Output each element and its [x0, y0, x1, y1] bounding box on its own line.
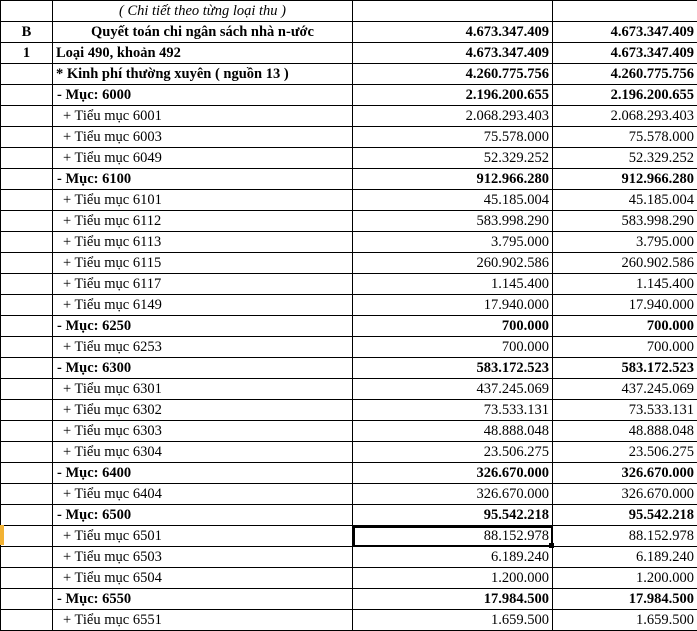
stt-cell[interactable] — [1, 400, 53, 421]
table-row — [1, 64, 697, 85]
value-cell[interactable]: 437.245.069 — [353, 379, 553, 400]
table-row — [1, 85, 697, 106]
table-row — [1, 442, 697, 463]
item-name-cell[interactable]: Loại 490, khoản 492 — [53, 43, 353, 64]
value-cell[interactable]: 583.998.290 — [353, 211, 553, 232]
stt-cell[interactable] — [1, 295, 53, 316]
stt-cell[interactable] — [1, 211, 53, 232]
item-name-cell[interactable]: + Tiểu mục 6404 — [53, 484, 353, 505]
item-name-cell[interactable]: - Mục: 6100 — [53, 169, 353, 190]
value-cell[interactable]: 4.260.775.756 — [353, 64, 553, 85]
item-name-cell[interactable]: + Tiểu mục 6117 — [53, 274, 353, 295]
stt-cell[interactable] — [1, 316, 53, 337]
title-row — [1, 22, 697, 43]
value-cell[interactable]: 260.902.586 — [553, 253, 697, 274]
table-row — [1, 484, 697, 505]
item-name-cell[interactable]: + Tiểu mục 6049 — [53, 148, 353, 169]
stt-cell[interactable] — [1, 379, 53, 400]
table-row — [1, 253, 697, 274]
value-cell[interactable]: 1.659.500 — [553, 610, 697, 631]
value-cell[interactable]: 2.196.200.655 — [553, 85, 697, 106]
stt-cell[interactable] — [1, 337, 53, 358]
stt-cell[interactable] — [1, 190, 53, 211]
table-row — [1, 463, 697, 484]
item-name-cell[interactable]: - Mục: 6300 — [53, 358, 353, 379]
item-name-cell[interactable]: + Tiểu mục 6112 — [53, 211, 353, 232]
value-cell[interactable]: 583.998.290 — [553, 211, 697, 232]
value-cell[interactable]: 326.670.000 — [553, 484, 697, 505]
item-name-cell[interactable]: + Tiểu mục 6504 — [53, 568, 353, 589]
value-cell[interactable]: 95.542.218 — [553, 505, 697, 526]
value-cell[interactable]: 326.670.000 — [553, 463, 697, 484]
value-cell[interactable]: 52.329.252 — [553, 148, 697, 169]
table-row — [1, 547, 697, 568]
table-row — [1, 169, 697, 190]
item-name-cell[interactable]: + Tiểu mục 6302 — [53, 400, 353, 421]
stt-cell[interactable] — [1, 274, 53, 295]
value-cell[interactable]: 326.670.000 — [353, 484, 553, 505]
value-cell[interactable]: 583.172.523 — [553, 358, 697, 379]
value-cell[interactable]: 2.196.200.655 — [353, 85, 553, 106]
item-name-cell[interactable]: + Tiểu mục 6115 — [53, 253, 353, 274]
stt-cell[interactable] — [1, 232, 53, 253]
cell[interactable] — [553, 1, 697, 22]
value-cell[interactable]: 23.506.275 — [353, 442, 553, 463]
value-cell[interactable]: 700.000 — [553, 316, 697, 337]
table-row — [1, 568, 697, 589]
value-cell[interactable]: 88.152.978 — [553, 526, 697, 547]
table-row — [1, 589, 697, 610]
item-name-cell[interactable]: + Tiểu mục 6253 — [53, 337, 353, 358]
value-cell[interactable]: 4.673.347.409 — [553, 22, 697, 43]
item-name-cell[interactable]: + Tiểu mục 6551 — [53, 610, 353, 631]
item-name-cell[interactable]: + Tiểu mục 6304 — [53, 442, 353, 463]
value-cell[interactable]: 1.659.500 — [353, 610, 553, 631]
value-cell[interactable]: 75.578.000 — [353, 127, 553, 148]
stt-cell[interactable] — [1, 610, 53, 631]
table-row — [1, 421, 697, 442]
table-row — [1, 316, 697, 337]
item-name-cell[interactable]: + Tiểu mục 6503 — [53, 547, 353, 568]
table-row — [1, 127, 697, 148]
value-cell[interactable]: 3.795.000 — [553, 232, 697, 253]
value-cell[interactable]: 45.185.004 — [353, 190, 553, 211]
row-marker — [0, 525, 4, 545]
value-cell[interactable]: 700.000 — [353, 316, 553, 337]
value-cell[interactable]: 1.145.400 — [353, 274, 553, 295]
item-name-cell[interactable]: + Tiểu mục 6501 — [53, 526, 353, 547]
table-row — [1, 274, 697, 295]
value-cell[interactable]: 4.673.347.409 — [353, 43, 553, 64]
table-row — [1, 190, 697, 211]
value-cell[interactable]: 4.260.775.756 — [553, 64, 697, 85]
value-cell[interactable]: 260.902.586 — [353, 253, 553, 274]
stt-cell[interactable] — [1, 148, 53, 169]
stt-cell[interactable] — [1, 85, 53, 106]
table-row — [1, 148, 697, 169]
value-cell[interactable]: 2.068.293.403 — [553, 106, 697, 127]
value-cell[interactable]: 17.984.500 — [353, 589, 553, 610]
value-cell[interactable]: 17.940.000 — [353, 295, 553, 316]
table-row — [1, 211, 697, 232]
table-row — [1, 43, 697, 64]
value-cell[interactable]: 17.984.500 — [553, 589, 697, 610]
stt-cell[interactable] — [1, 64, 53, 85]
value-cell[interactable]: 17.940.000 — [553, 295, 697, 316]
table-row — [1, 358, 697, 379]
stt-cell[interactable] — [1, 547, 53, 568]
stt-cell[interactable] — [1, 253, 53, 274]
value-cell[interactable]: 700.000 — [553, 337, 697, 358]
stt-cell[interactable] — [1, 526, 53, 547]
stt-cell[interactable] — [1, 169, 53, 190]
value-cell[interactable]: 45.185.004 — [553, 190, 697, 211]
subtitle-row — [1, 1, 697, 22]
value-cell[interactable]: 1.200.000 — [353, 568, 553, 589]
value-cell[interactable]: 583.172.523 — [353, 358, 553, 379]
value-cell[interactable]: 4.673.347.409 — [553, 43, 697, 64]
fill-handle[interactable] — [549, 543, 554, 548]
value-cell[interactable]: 23.506.275 — [553, 442, 697, 463]
value-cell[interactable]: 1.200.000 — [553, 568, 697, 589]
value-cell[interactable]: 52.329.252 — [353, 148, 553, 169]
value-cell[interactable]: 700.000 — [353, 337, 553, 358]
table-row — [1, 106, 697, 127]
value-cell[interactable]: 1.145.400 — [553, 274, 697, 295]
item-name-cell[interactable]: * Kinh phí thường xuyên ( nguồn 13 ) — [53, 64, 353, 85]
value-cell[interactable]: 48.888.048 — [353, 421, 553, 442]
value-cell[interactable]: 437.245.069 — [553, 379, 697, 400]
stt-cell[interactable] — [1, 505, 53, 526]
item-name-cell[interactable]: + Tiểu mục 6113 — [53, 232, 353, 253]
value-cell[interactable]: 75.578.000 — [553, 127, 697, 148]
table-row — [1, 379, 697, 400]
value-cell[interactable]: 6.189.240 — [553, 547, 697, 568]
value-cell[interactable]: 73.533.131 — [553, 400, 697, 421]
table-row — [1, 526, 697, 547]
value-cell[interactable]: 6.189.240 — [353, 547, 553, 568]
item-name-cell[interactable]: - Mục: 6400 — [53, 463, 353, 484]
subtitle-cell[interactable]: ( Chi tiết theo từng loại thu ) — [53, 1, 353, 22]
table-row — [1, 505, 697, 526]
table-row — [1, 400, 697, 421]
stt-cell[interactable] — [1, 358, 53, 379]
stt-cell[interactable] — [1, 463, 53, 484]
value-cell[interactable]: 73.533.131 — [353, 400, 553, 421]
stt-cell[interactable] — [1, 442, 53, 463]
value-cell[interactable]: 4.673.347.409 — [353, 22, 553, 43]
value-cell[interactable]: 48.888.048 — [553, 421, 697, 442]
value-cell[interactable]: 88.152.978 — [353, 526, 553, 547]
stt-cell[interactable] — [1, 421, 53, 442]
table-row — [1, 610, 697, 631]
item-name-cell[interactable]: - Mục: 6500 — [53, 505, 353, 526]
stt-cell[interactable] — [1, 484, 53, 505]
item-name-cell[interactable]: + Tiểu mục 6003 — [53, 127, 353, 148]
item-name-cell[interactable]: + Tiểu mục 6149 — [53, 295, 353, 316]
item-name-cell[interactable]: - Mục: 6000 — [53, 85, 353, 106]
item-name-cell[interactable]: + Tiểu mục 6101 — [53, 190, 353, 211]
value-cell[interactable]: 912.966.280 — [553, 169, 697, 190]
value-cell[interactable]: 912.966.280 — [353, 169, 553, 190]
stt-cell[interactable]: 1 — [1, 43, 53, 64]
stt-cell[interactable]: B — [1, 22, 53, 43]
cell[interactable] — [353, 1, 553, 22]
table-row — [1, 337, 697, 358]
item-name-cell[interactable]: + Tiểu mục 6001 — [53, 106, 353, 127]
cell[interactable] — [1, 1, 53, 22]
value-cell[interactable]: 95.542.218 — [353, 505, 553, 526]
item-name-cell[interactable]: - Mục: 6250 — [53, 316, 353, 337]
stt-cell[interactable] — [1, 568, 53, 589]
stt-cell[interactable] — [1, 589, 53, 610]
title-cell[interactable]: Quyết toán chi ngân sách nhà n-ước — [53, 22, 353, 43]
value-cell[interactable]: 326.670.000 — [353, 463, 553, 484]
stt-cell[interactable] — [1, 106, 53, 127]
item-name-cell[interactable]: - Mục: 6550 — [53, 589, 353, 610]
value-cell[interactable]: 2.068.293.403 — [353, 106, 553, 127]
value-cell[interactable]: 3.795.000 — [353, 232, 553, 253]
table-row — [1, 295, 697, 316]
item-name-cell[interactable]: + Tiểu mục 6303 — [53, 421, 353, 442]
item-name-cell[interactable]: + Tiểu mục 6301 — [53, 379, 353, 400]
table-row — [1, 232, 697, 253]
stt-cell[interactable] — [1, 127, 53, 148]
